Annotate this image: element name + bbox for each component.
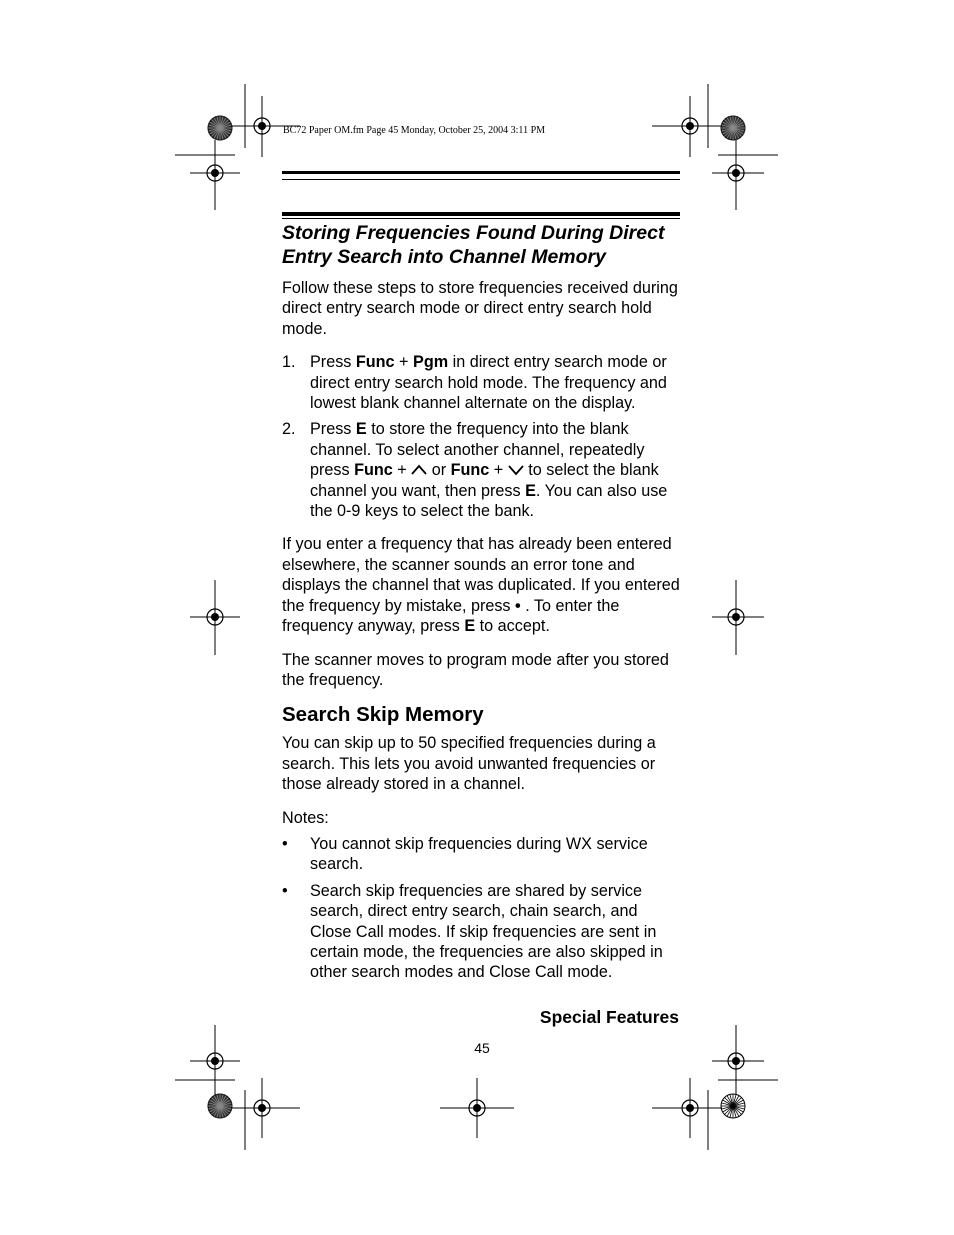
section-title-search-skip-memory: Search Skip Memory (282, 703, 484, 727)
step-1 (282, 352, 682, 413)
bullet: • (282, 834, 288, 853)
color-bar-starburst-icon (721, 1094, 745, 1118)
footer-section-name: Special Features (539, 1007, 679, 1027)
dot-key: • (515, 596, 521, 615)
key-pgm: Pgm (413, 353, 449, 372)
paragraph-text: . To enter the frequency anyway, press (282, 596, 620, 636)
steps-list (282, 352, 682, 521)
color-bar-starburst-icon (721, 116, 745, 140)
after-paragraph: The scanner moves to program mode after you stored the frequency. (282, 650, 669, 689)
step-text: + (392, 461, 412, 480)
notes-list (282, 834, 682, 983)
paragraph-text: If you enter a frequency that has already been entered elsewhere, the scanner sounds an error tone and displays the channel that was duplicated. If you entered the frequency by mistake, press (282, 535, 680, 615)
header-rule-thin (282, 179, 680, 180)
section-rule-thick (282, 212, 680, 216)
step-text: in direct entry search mode or direct entry search hold mode. The frequency and lowest blank channel alternate on the display. (310, 353, 667, 413)
step-number: 2. (282, 420, 296, 439)
color-bar-starburst-icon (208, 1094, 232, 1118)
step-text: + (394, 353, 414, 372)
key-e: E (525, 481, 536, 500)
key-func: Func (355, 353, 395, 372)
bullet: • (282, 881, 288, 900)
step-2 (282, 419, 682, 521)
page-number: 45 (474, 1040, 490, 1056)
skip-intro-paragraph: You can skip up to 50 specified frequencies during a search. This lets you avoid unwanted frequencies or those already stored in a channel. (282, 734, 656, 794)
header-rule-thick (282, 171, 680, 174)
duplicate-paragraph (282, 534, 682, 636)
note-item (282, 834, 682, 875)
print-slug: BC72 Paper OM.fm Page 45 Monday, October 25, 2004 3:11 PM (283, 125, 546, 136)
step-text: to select the blank channel you want, then press (310, 461, 659, 500)
section-title-storing-frequencies (282, 221, 682, 269)
chevron-down-icon (508, 464, 524, 476)
color-bar-starburst-icon (208, 116, 232, 140)
step-text: to store the frequency into the blank channel. To select another channel, repeatedly press (310, 420, 645, 480)
section-title-line2: Entry Search into Channel Memory (282, 246, 606, 268)
section-rule-thin (282, 218, 680, 219)
key-e: E (464, 617, 476, 636)
step-number: 1. (282, 353, 296, 372)
step-text: Press (310, 353, 356, 372)
step-text: + (489, 461, 508, 480)
key-func: Func (354, 461, 393, 480)
step-text: Press (310, 420, 356, 439)
section-title-line1: Storing Frequencies Found During Direct (282, 222, 665, 244)
paragraph-text: to accept. (475, 617, 550, 636)
note-item (282, 881, 682, 983)
intro-paragraph: Follow these steps to store frequencies received during direct entry search mode or direct entry search hold mode. (282, 279, 678, 338)
key-e: E (355, 420, 367, 439)
step-text: or (427, 461, 451, 480)
notes-label: Notes: (282, 808, 329, 827)
step-text: . You can also use the 0-9 keys to select the bank. (310, 481, 668, 521)
note-text: Search skip frequencies are shared by service search, direct entry search, chain search, and Close Call modes. If skip frequencies are sent in certain mode, the frequencies are also skipped in other search modes and Close Call mode. (310, 881, 663, 982)
note-text: You cannot skip frequencies during WX service search. (310, 834, 648, 874)
chevron-up-icon (411, 464, 427, 476)
page-content (282, 221, 682, 996)
key-func: Func (450, 461, 490, 480)
